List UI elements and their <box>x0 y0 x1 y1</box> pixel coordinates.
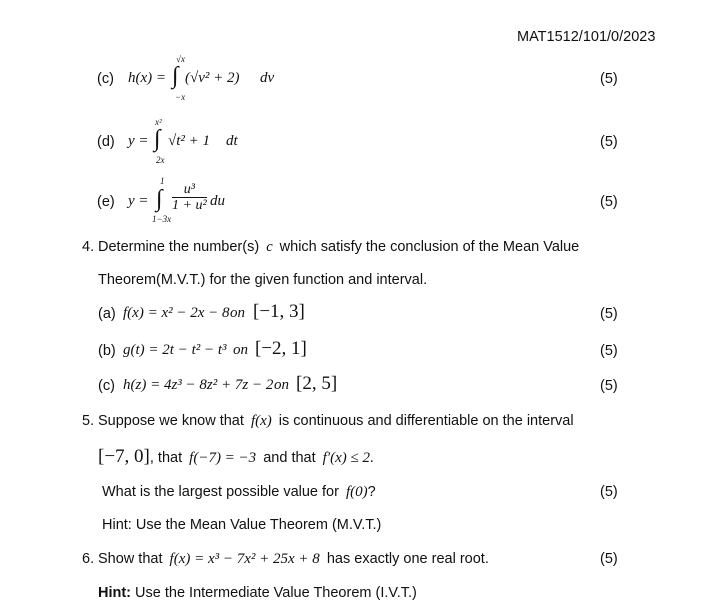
on-word: on <box>230 305 245 321</box>
hint-text: Use the Intermediate Value Theorem (I.V.T.) <box>135 585 417 601</box>
marks: (5) <box>600 551 618 567</box>
on-word: on <box>274 377 289 393</box>
condition-1: f(−7) = −3 <box>189 450 257 466</box>
interval: [−1, 3] <box>253 301 305 322</box>
integral-sign: ∫ <box>172 63 179 89</box>
text-post: has exactly one real root. <box>326 551 489 567</box>
fraction-numerator: u³ <box>172 182 207 198</box>
equation-lhs: y = <box>128 193 149 209</box>
question-text-line2: Theorem(M.V.T.) for the given function and interval. <box>98 272 428 288</box>
function-expression: f(x) = x³ − 7x² + 25x + 8 <box>169 551 320 567</box>
document-code: MAT1512/101/0/2023 <box>517 29 656 45</box>
question-text-line2 <box>98 446 374 468</box>
equation-lhs: y = <box>128 133 149 149</box>
part-label: (c) <box>97 71 114 87</box>
hint-label: Hint: <box>98 585 132 601</box>
question-number: 6. <box>82 551 95 567</box>
f-of-zero: f(0) <box>345 484 368 500</box>
text-post: is continuous and differentiable on the interval <box>278 413 574 429</box>
question-number: 4. <box>82 239 95 255</box>
function-expression: h(z) = 4z³ − 8z² + 7z − 2 <box>123 377 274 393</box>
prompt-pre: What is the largest possible value for <box>102 484 339 500</box>
part-label: (c) <box>98 378 115 394</box>
integral-lower-limit: −x <box>175 92 186 102</box>
marks: (5) <box>600 484 618 500</box>
on-word: on <box>233 342 248 358</box>
marks: (5) <box>600 343 618 359</box>
marks: (5) <box>600 194 618 210</box>
part-label: (b) <box>98 343 116 359</box>
function-expression: f(x) = x² − 2x − 8 <box>123 305 230 321</box>
question-text <box>98 551 489 568</box>
c-symbol: c <box>266 239 273 255</box>
function-expression: g(t) = 2t − t² − t³ <box>123 342 227 358</box>
question-mark: ? <box>367 484 376 500</box>
marks: (5) <box>600 134 618 150</box>
marks: (5) <box>600 378 618 394</box>
integrand: √t² + 1 <box>168 133 211 149</box>
that-text: , that <box>149 450 183 466</box>
integral-upper-limit: x² <box>155 117 162 127</box>
condition-2: f′(x) ≤ 2 <box>322 450 371 466</box>
hint <box>98 585 417 601</box>
hint: Hint: Use the Mean Value Theorem (M.V.T.) <box>102 517 382 533</box>
text-pre: Show that <box>98 551 163 567</box>
interval: [−7, 0] <box>98 446 150 467</box>
fraction-denominator: 1 + u² <box>172 198 207 214</box>
text-pre: Determine the number(s) <box>98 239 260 255</box>
integral-lower-limit: 1−3x <box>152 214 172 224</box>
marks: (5) <box>600 306 618 322</box>
integral-sign: ∫ <box>154 126 161 152</box>
integral-upper-limit: 1 <box>160 176 165 186</box>
question-text-line1 <box>98 239 579 256</box>
differential: dv <box>260 70 275 86</box>
marks: (5) <box>600 71 618 87</box>
interval: [2, 5] <box>296 373 338 394</box>
integrand: (√v² + 2) <box>185 70 240 86</box>
fraction <box>172 182 207 214</box>
differential: dt <box>226 133 238 149</box>
equation-lhs: h(x) = <box>128 70 167 86</box>
integral-sign: ∫ <box>156 186 163 212</box>
part-label: (d) <box>97 134 115 150</box>
question-number: 5. <box>82 413 95 429</box>
integral-lower-limit: 2x <box>156 155 165 165</box>
and-that-text: and that <box>263 450 316 466</box>
text-post: which satisfy the conclusion of the Mean Value <box>279 239 580 255</box>
question-prompt <box>102 484 376 501</box>
interval: [−2, 1] <box>255 338 307 359</box>
function-fx: f(x) <box>250 413 272 429</box>
part-label: (e) <box>97 194 115 210</box>
text-pre: Suppose we know that <box>98 413 244 429</box>
differential: du <box>210 193 225 209</box>
question-text-line1 <box>98 413 574 430</box>
integral-upper-limit: √x <box>176 54 185 64</box>
period: . <box>370 450 374 466</box>
part-label: (a) <box>98 306 116 322</box>
